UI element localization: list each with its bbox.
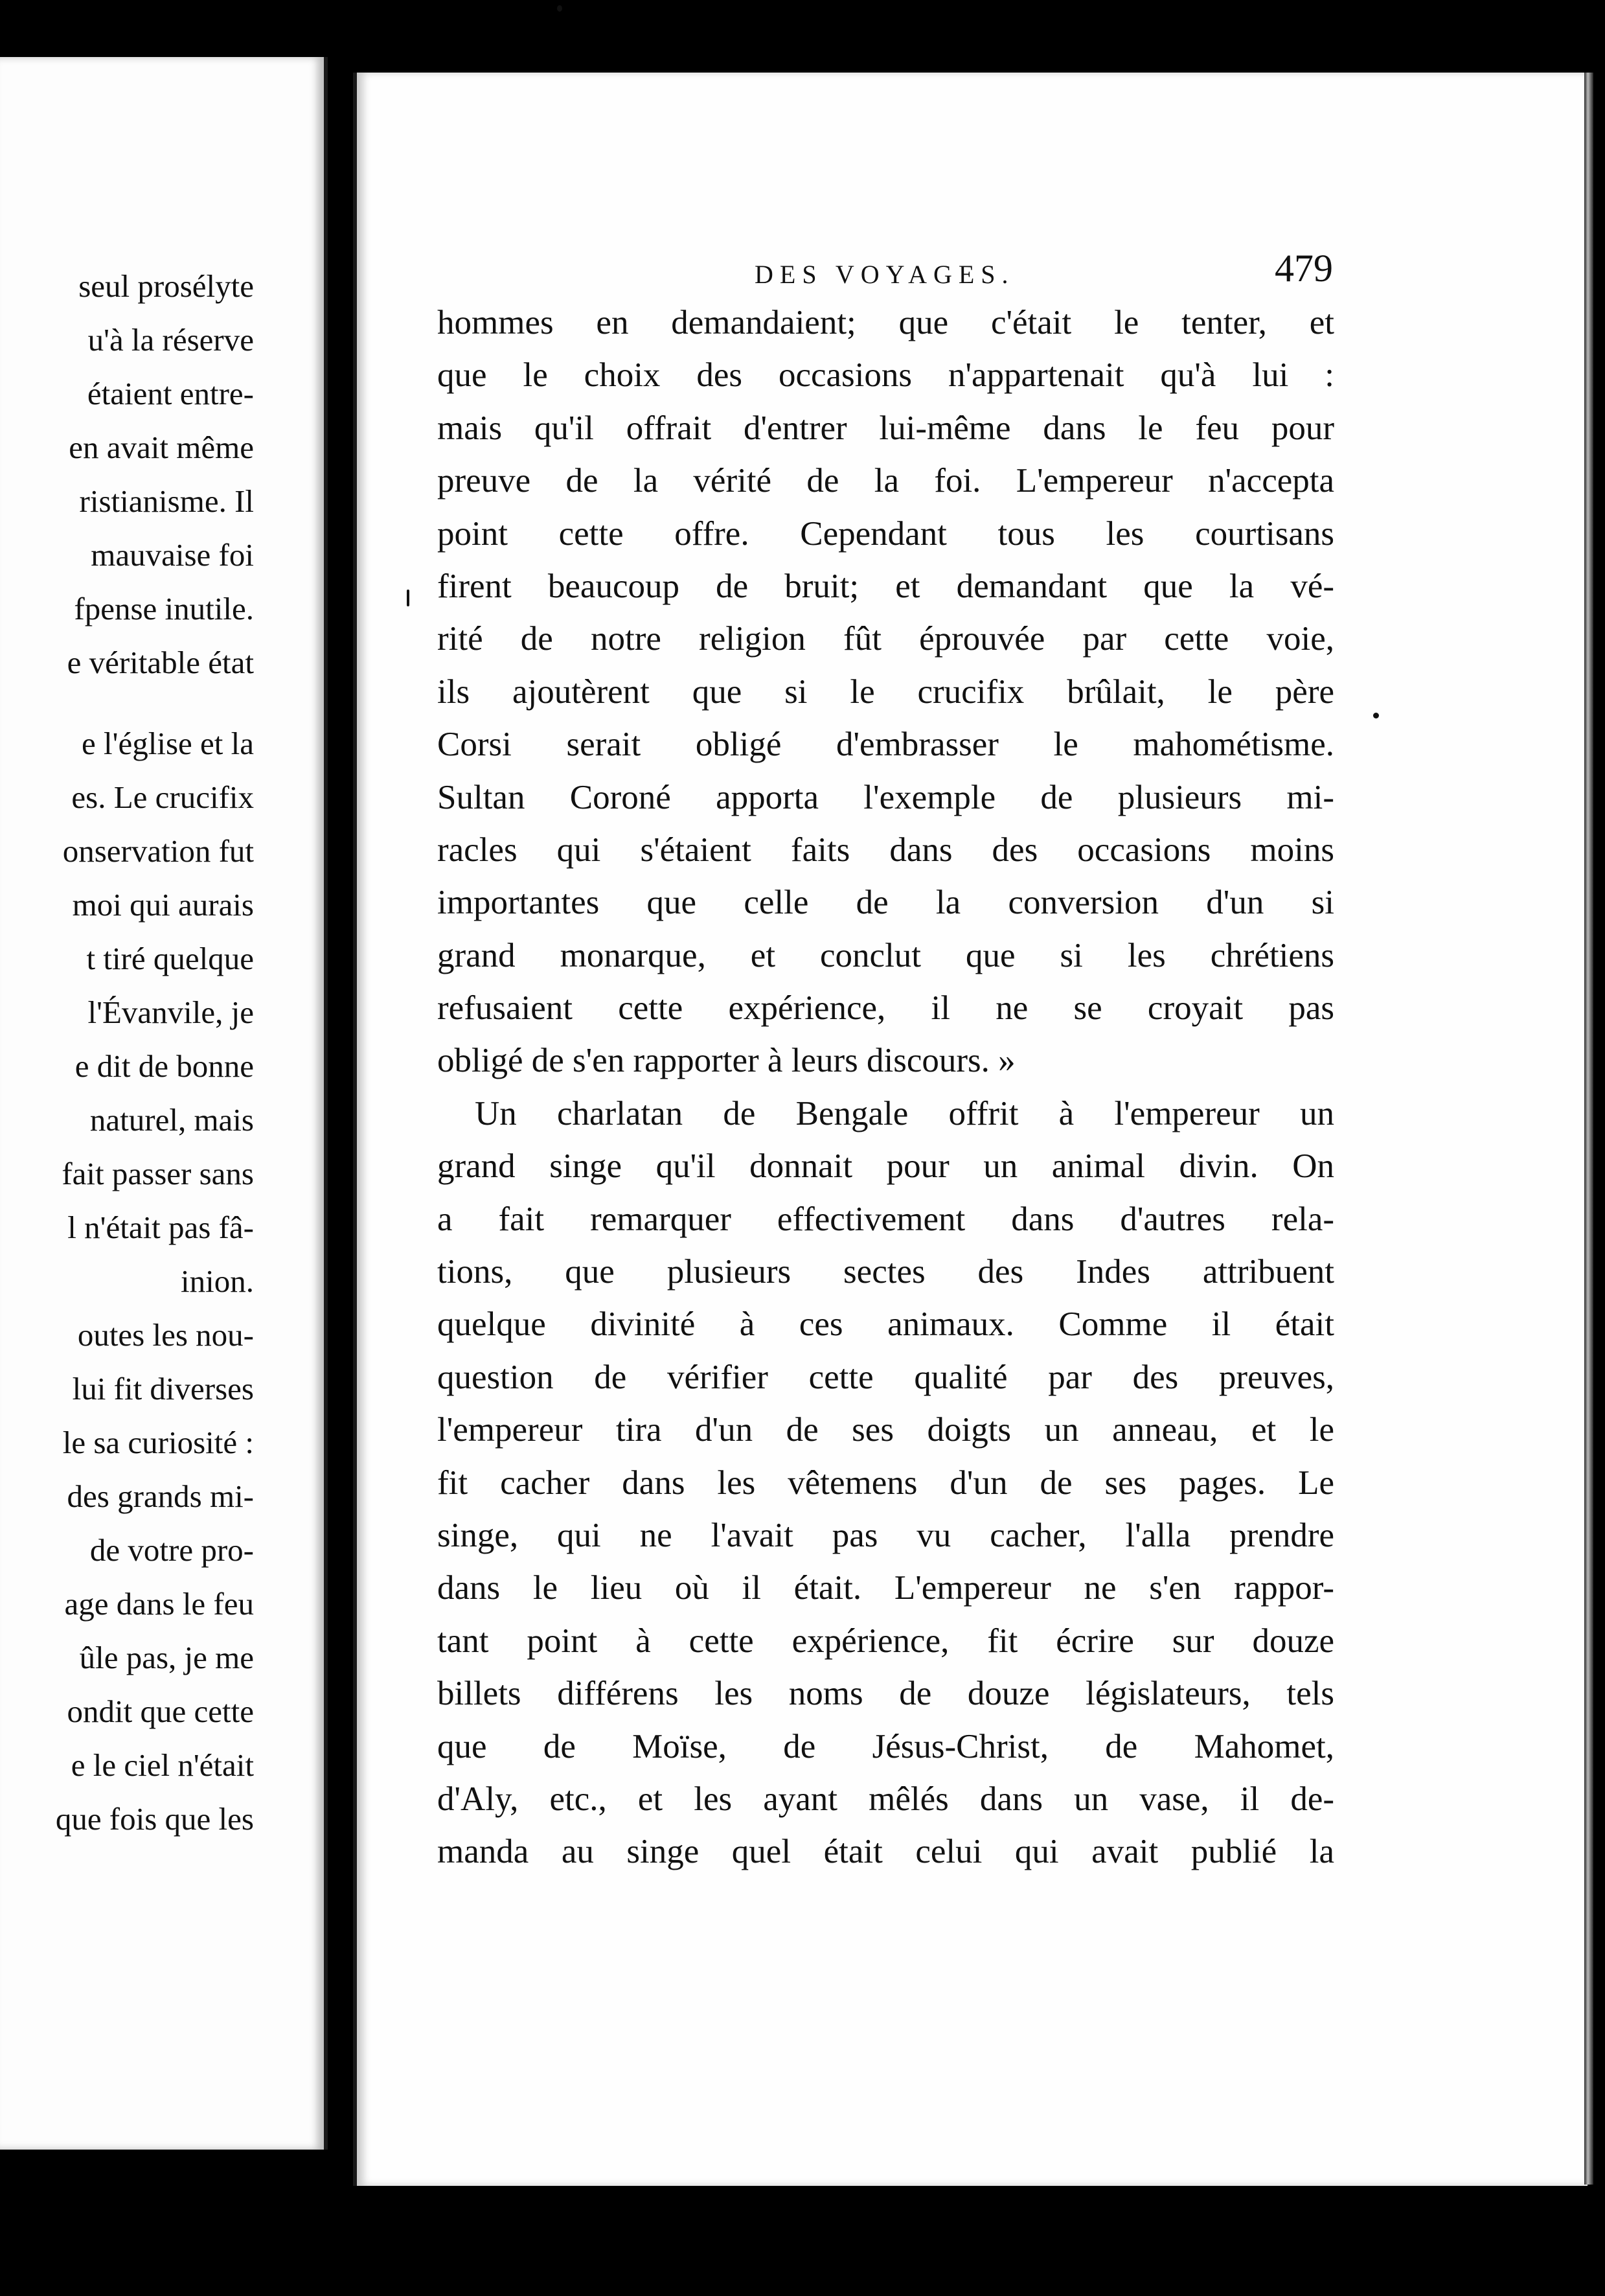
running-head: DES VOYAGES. <box>755 260 1015 289</box>
text-line: Sultan Coroné apporta l'exemple de plusieurs mi- <box>437 778 1334 816</box>
text-line: d'Aly, etc., et les ayant mêlés dans un vase, il de- <box>437 1780 1334 1818</box>
text-line: es. Le crucifix <box>71 779 254 815</box>
text-line: tions, que plusieurs sectes des Indes attribuent <box>437 1253 1334 1291</box>
text-line: hommes en demandaient; que c'était le tenter, et <box>437 304 1334 341</box>
ink-speck <box>407 590 409 606</box>
text-line: question de vérifier cette qualité par des preuves, <box>437 1358 1334 1396</box>
text-line: onservation fut <box>62 833 254 869</box>
text-line: quelque divinité à ces animaux. Comme il était <box>437 1305 1334 1344</box>
left-page <box>0 57 328 2150</box>
text-line: age dans le feu <box>64 1586 254 1622</box>
text-line: t tiré quelque <box>86 941 254 976</box>
text-line: Un charlatan de Bengale offrit à l'empereur un <box>475 1094 1334 1132</box>
text-line: l'Évanvile, je <box>87 994 254 1030</box>
text-line: ristianisme. Il <box>79 483 254 519</box>
text-line: ûle pas, je me <box>79 1640 254 1675</box>
text-line: l n'était pas fâ- <box>67 1210 254 1245</box>
text-line: point cette offre. Cependant tous les courtisans <box>437 514 1334 553</box>
page-number: 479 <box>1275 247 1333 290</box>
text-line: e le ciel n'était <box>71 1747 254 1783</box>
text-line: Corsi serait obligé d'embrasser le mahométisme. <box>437 726 1334 764</box>
text-line: racles qui s'étaient faits dans des occasions moins <box>437 831 1334 869</box>
text-line: de votre pro- <box>89 1532 254 1568</box>
text-line: refusaient cette expérience, il ne se croyait pas <box>437 989 1334 1027</box>
text-line: fait passer sans <box>62 1156 254 1191</box>
text-line: manda au singe quel était celui qui avait publié la <box>437 1833 1334 1871</box>
text-line: que de Moïse, de Jésus-Christ, de Mahomet, <box>437 1727 1334 1765</box>
text-line: obligé de s'en rapporter à leurs discours. » <box>437 1042 1016 1080</box>
text-line: tant point à cette expérience, fit écrire sur douze <box>437 1622 1334 1660</box>
text-line: ils ajoutèrent que si le crucifix brûlait, le père <box>437 672 1334 711</box>
text-line: grand monarque, et conclut que si les chrétiens <box>437 936 1334 974</box>
text-line: fit cacher dans les vêtemens d'un de ses pages. Le <box>437 1464 1334 1502</box>
text-line: e dit de bonne <box>74 1048 254 1084</box>
text-line: mais qu'il offrait d'entrer lui-même dans le feu pour <box>437 409 1334 447</box>
text-line: importantes que celle de la conversion d'un si <box>437 884 1334 922</box>
text-line: que fois que les <box>55 1801 254 1837</box>
text-line: outes les nou- <box>77 1317 254 1353</box>
text-line: inion. <box>181 1263 254 1299</box>
text-line: seul prosélyte <box>78 268 254 304</box>
text-line: u'à la réserve <box>87 322 254 358</box>
text-line: billets différens les noms de douze législateurs, tels <box>437 1675 1334 1713</box>
text-line: naturel, mais <box>89 1102 254 1138</box>
paragraph-gap <box>0 689 254 717</box>
text-line: en avait même <box>69 430 254 465</box>
text-line: que le choix des occasions n'appartenait qu'à lui : <box>437 356 1334 395</box>
page-edge <box>1584 73 1593 2185</box>
text-line: étaient entre- <box>87 376 254 411</box>
text-line: fpense inutile. <box>74 591 254 626</box>
text-line: e l'église et la <box>82 726 254 761</box>
left-page-text <box>0 259 254 1846</box>
text-line: mauvaise foi <box>91 537 254 573</box>
text-line: singe, qui ne l'avait pas vu cacher, l'alla prendre <box>437 1516 1334 1554</box>
text-line: firent beaucoup de bruit; et demandant que la vé- <box>437 567 1334 605</box>
text-line: a fait remarquer effectivement dans d'autres rela- <box>437 1200 1334 1238</box>
text-line: e véritable état <box>67 645 254 680</box>
text-line: preuve de la vérité de la foi. L'empereur n'accepta <box>437 462 1334 500</box>
ink-speck <box>557 5 562 12</box>
text-line: des grands mi- <box>67 1478 254 1514</box>
text-line: grand singe qu'il donnait pour un animal divin. On <box>437 1147 1334 1186</box>
ink-speck <box>1373 713 1379 718</box>
text-line: ondit que cette <box>67 1693 254 1729</box>
body-text <box>437 297 1334 1879</box>
text-line: dans le lieu où il était. L'empereur ne s'en rappor- <box>437 1569 1334 1607</box>
text-line: moi qui aurais <box>72 887 254 923</box>
text-line: rité de notre religion fût éprouvée par cette voie, <box>437 620 1334 658</box>
text-line: l'empereur tira d'un de ses doigts un anneau, et le <box>437 1411 1334 1449</box>
text-line: le sa curiosité : <box>62 1425 254 1460</box>
text-line: lui fit diverses <box>72 1371 254 1406</box>
